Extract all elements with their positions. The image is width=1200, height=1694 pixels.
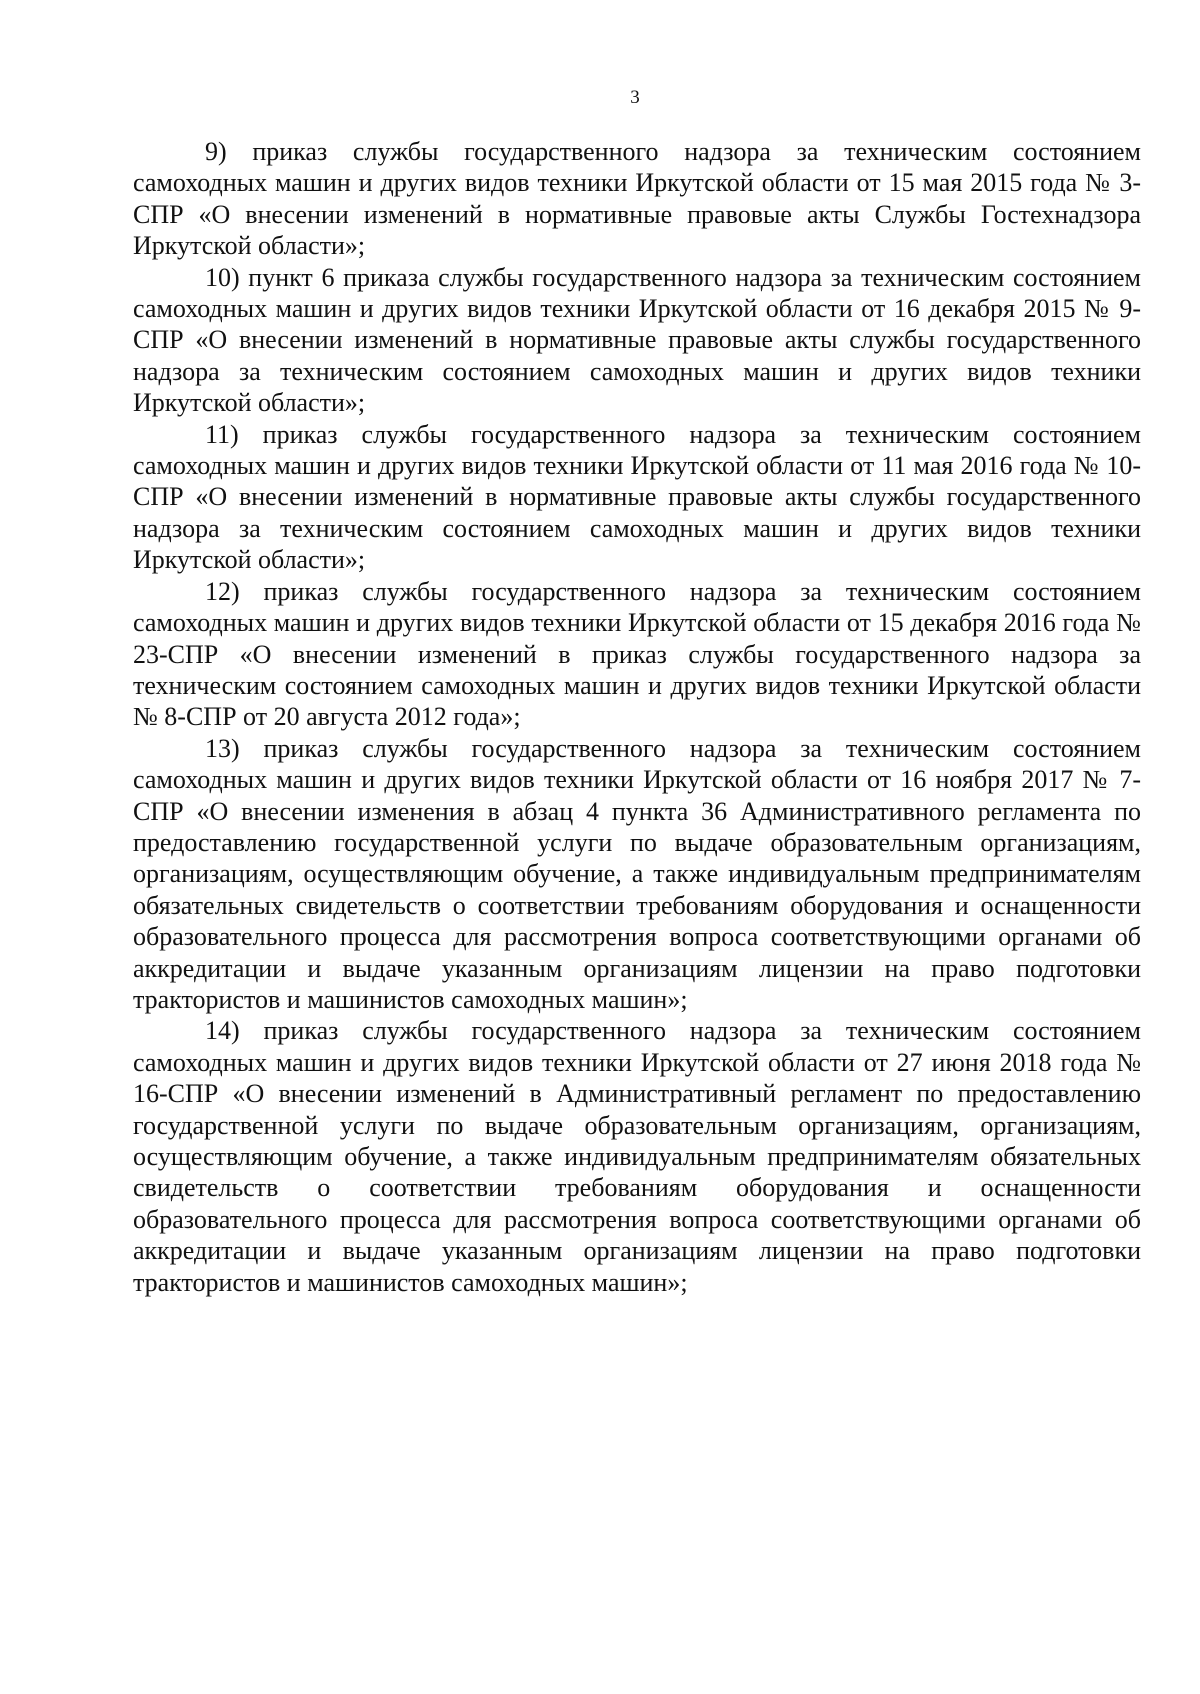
list-item-12: 12) приказ службы государственного надзора за техническим состоянием самоходных машин и других видов техники Иркутской области от 15 декабря 2016 года № 23-СПР «О внесении изменений в приказ службы государственного надзора за техническим состоянием самоходных машин и других видов техники Иркутской области № 8-СПР от 20 августа 2012 года»; <box>133 576 1141 732</box>
list-item-14: 14) приказ службы государственного надзора за техническим состоянием самоходных машин и других видов техники Иркутской области от 27 июня 2018 года № 16-СПР «О внесении изменений в Административный регламент по предоставлению государственной услуги по выдаче образовательным организациям, организациям, осуществляющим обучение, а также индивидуальным предпринимателям обязательных свидетельств о соответствии требованиям оборудования и оснащенности образовательного процесса для рассмотрения вопроса соответствующими органами об аккредитации и выдаче указанным организациям лицензии на право подготовки трактористов и машинистов самоходных машин»; <box>133 1016 1141 1297</box>
page-number: 3 <box>630 87 640 108</box>
list-item-13: 13) приказ службы государственного надзора за техническим состоянием самоходных машин и других видов техники Иркутской области от 16 ноября 2017 № 7-СПР «О внесении изменения в абзац 4 пункта 36 Административного регламента по предоставлению государственной услуги по выдаче образовательным организациям, организациям, осуществляющим обучение, а также индивидуальным предпринимателям обязательных свидетельств о соответствии требованиям оборудования и оснащенности образовательного процесса для рассмотрения вопроса соответствующими органами об аккредитации и выдаче указанным организациям лицензии на право подготовки трактористов и машинистов самоходных машин»; <box>133 733 1141 1014</box>
document-body <box>133 136 1141 1298</box>
list-item-11: 11) приказ службы государственного надзора за техническим состоянием самоходных машин и других видов техники Иркутской области от 11 мая 2016 года № 10-СПР «О внесении изменений в нормативные правовые акты службы государственного надзора за техническим состоянием самоходных машин и других видов техники Иркутской области»; <box>133 419 1141 575</box>
list-item-9: 9) приказ службы государственного надзора за техническим состоянием самоходных машин и других видов техники Иркутской области от 15 мая 2015 года № 3-СПР «О внесении изменений в нормативные правовые акты Службы Гостехнадзора Иркутской области»; <box>133 137 1141 261</box>
list-item-10: 10) пункт 6 приказа службы государственного надзора за техническим состоянием самоходных машин и других видов техники Иркутской области от 16 декабря 2015 № 9-СПР «О внесении изменений в нормативные правовые акты службы государственного надзора за техническим состоянием самоходных машин и других видов техники Иркутской области»; <box>133 262 1141 418</box>
